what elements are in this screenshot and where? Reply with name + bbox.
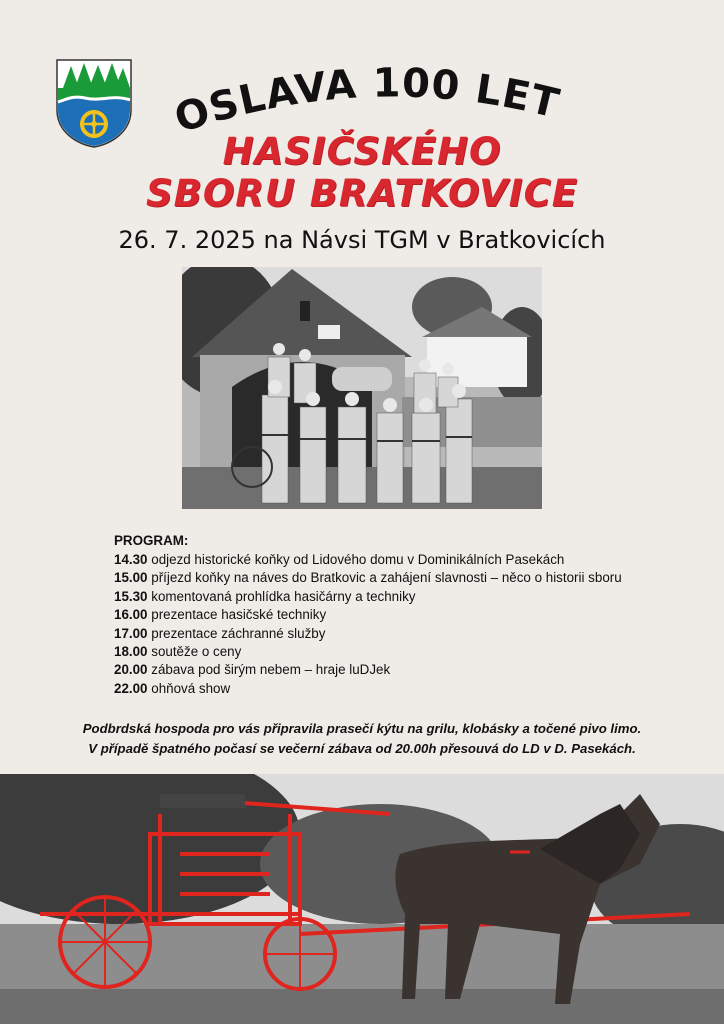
- program-item: [114, 661, 714, 679]
- program-time: 17.00: [114, 625, 148, 641]
- title-line-3: SBORU BRATKOVICE: [145, 172, 578, 215]
- notes-section: [0, 719, 724, 759]
- program-heading: PROGRAM:: [114, 533, 189, 548]
- event-date-place: 26. 7. 2025 na Návsi TGM v Bratkovicích: [118, 226, 606, 254]
- program-item: [114, 551, 714, 569]
- program-text: prezentace záchranné služby: [151, 625, 326, 641]
- program-text: komentovaná prohlídka hasičárny a techniky: [151, 588, 416, 604]
- program-text: příjezd koňky na náves do Bratkovic a zahájení slavnosti – něco o historii sboru: [151, 570, 622, 586]
- program-time: 22.00: [114, 680, 148, 696]
- program-time: 18.00: [114, 644, 148, 660]
- program-text: zábava pod širým nebem – hraje luDJek: [151, 662, 391, 678]
- historic-firefighters-photo: [182, 267, 542, 509]
- program-text: prezentace hasičské techniky: [151, 607, 327, 623]
- fire-pump-photo: [0, 774, 724, 1024]
- title-line-2: HASIČSKÉHO: [222, 130, 502, 173]
- program-time: 15.30: [114, 588, 148, 604]
- program-item: [114, 625, 714, 643]
- program-time: 14.30: [114, 552, 148, 567]
- program-time: 16.00: [114, 607, 148, 623]
- title-line-1: OSLAVA 100 LET: [169, 60, 565, 143]
- program-text: soutěže o ceny: [151, 644, 242, 660]
- program-item: [114, 588, 714, 606]
- program-time: 15.00: [114, 570, 148, 586]
- note-weather: V případě špatného počasí se večerní zábava od 20.00h přesouvá do LD v D. Pasekách.: [88, 741, 636, 756]
- program-item: [114, 680, 714, 698]
- program-time: 20.00: [114, 662, 148, 678]
- program-text: ohňová show: [151, 680, 231, 696]
- program-item: [114, 569, 714, 587]
- program-text: odjezd historické koňky od Lidového domu v Dominikálních Pasekách: [151, 552, 565, 567]
- program-section: [114, 533, 714, 698]
- program-item: [114, 643, 714, 661]
- program-item: [114, 606, 714, 624]
- note-food: Podbrdská hospoda pro vás připravila prasečí kýtu na grilu, klobásky a točené pivo limo.: [82, 721, 642, 736]
